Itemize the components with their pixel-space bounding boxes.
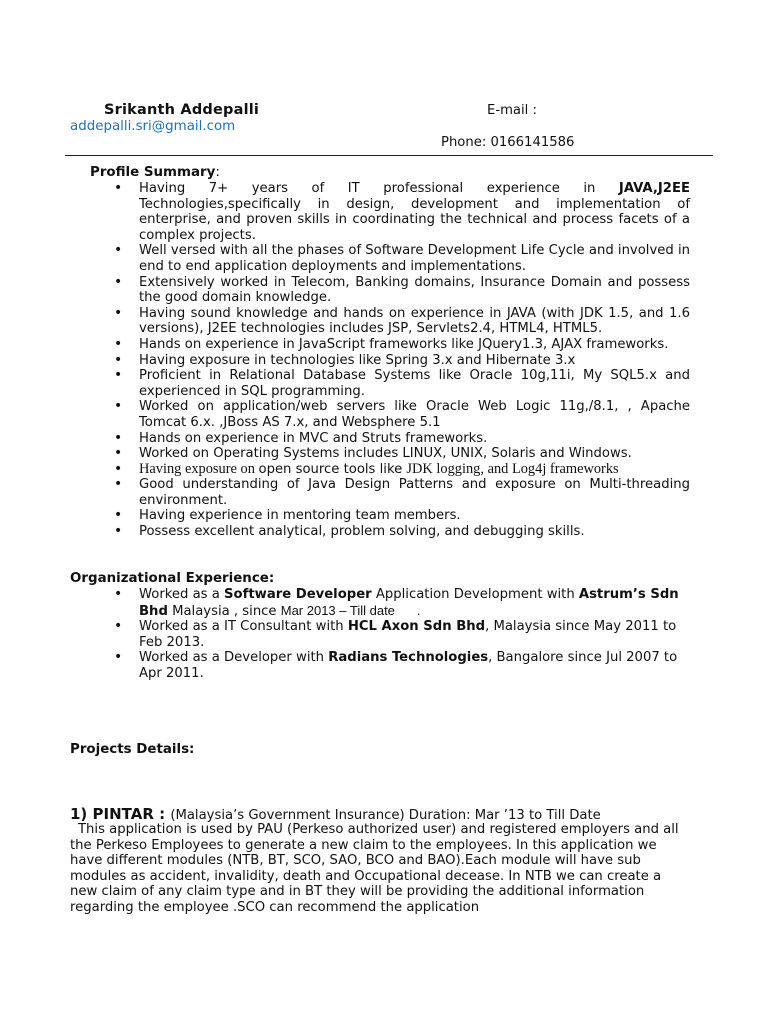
- organizational-experience-title: Organizational Experience:: [70, 571, 275, 586]
- project-name: 1) PINTAR :: [70, 805, 171, 823]
- project-heading: [70, 805, 680, 823]
- bullet-icon: •: [114, 618, 123, 635]
- organizational-experience-list: [114, 586, 699, 682]
- phone-label: Phone:: [441, 135, 491, 150]
- bullet-icon: •: [114, 398, 123, 415]
- bullet-icon: •: [114, 367, 123, 384]
- bullet-icon: •: [114, 507, 123, 524]
- bullet-icon: •: [114, 273, 123, 290]
- bullet-icon: •: [114, 351, 123, 368]
- bullet-icon: •: [114, 523, 123, 540]
- list-item: • Worked as a Developer with Radians Technologies, Bangalore since Jul 2007 to Apr 2011.: [114, 649, 678, 681]
- profile-summary-list: [114, 180, 690, 540]
- phone-number: 0166141586: [490, 135, 575, 150]
- email-link[interactable]: addepalli.sri@gmail.com: [70, 119, 236, 134]
- project-description: This application is used by PAU (Perkeso authorized user) and registered employers and all the Perkeso Employees to generate a new claim to the employees. In this application we have different modules (NTB, BT, SCO, SAO, BCO and BAO).Each module will have sub modules as accident, invalidity, death and Occupational decease. In NTB we can create a new claim of any claim type and in BT they will be providing the additional information regarding the employee .SCO can recommend the application: [70, 822, 679, 915]
- list-item: • Extensively worked in Telecom, Banking domains, Insurance Domain and possess the good domain knowledge.: [114, 273, 690, 306]
- candidate-name: Srikanth Addepalli: [104, 102, 260, 118]
- bullet-icon: •: [114, 586, 123, 602]
- list-item: • Having sound knowledge and hands on experience in JAVA (with JDK 1.5, and 1.6 versions), J2EE technologies includes JSP, Servlets2.4, HTML4, HTML5.: [114, 304, 690, 337]
- bullet-icon: •: [114, 460, 123, 477]
- project-meta: (Malaysia’s Government Insurance) Duration: Mar ’13 to Till Date: [170, 808, 601, 823]
- email-label: E-mail :: [487, 103, 537, 118]
- list-item: • Worked on application/web servers like Oracle Web Logic 11g,/8.1, , Apache Tomcat 6.x. ,JBoss AS 7.x, and Websphere 5.1: [114, 398, 690, 430]
- profile-summary-title: Profile Summary:: [90, 165, 220, 180]
- list-item: • Having experience in mentoring team members.: [114, 507, 461, 524]
- list-item: • Worked as a Software Developer Application Development with Astrum’s Sdn Bhd Malaysia , since Mar 2013 – Till date .: [114, 586, 679, 619]
- list-item: • Well versed with all the phases of Software Development Life Cycle and involved in end to end application deployments and implementations.: [114, 242, 690, 274]
- bullet-icon: •: [114, 445, 123, 462]
- projects-details-title: Projects Details:: [70, 742, 195, 757]
- header-divider: [65, 155, 713, 156]
- list-item: • Hands on experience in JavaScript frameworks like JQuery1.3, AJAX frameworks.: [114, 335, 669, 352]
- bullet-icon: •: [114, 476, 123, 493]
- bullet-icon: •: [114, 335, 123, 352]
- list-item: • Having exposure on open source tools like JDK logging, and Log4j frameworks: [114, 460, 619, 477]
- list-item: • Proficient in Relational Database Systems like Oracle 10g,11i, My SQL5.x and experienced in SQL programming.: [114, 367, 690, 399]
- list-item: • Possess excellent analytical, problem solving, and debugging skills.: [114, 523, 585, 540]
- bullet-icon: •: [114, 304, 123, 321]
- phone-line: [441, 135, 574, 150]
- list-item: • Having 7+ years of IT professional experience in JAVA,J2EE Technologies,specifically in design, development and implementation of enterprise, and proven skills in coordinating the technical and process facets of a complex projects.: [114, 180, 690, 243]
- bullet-icon: •: [114, 649, 123, 666]
- list-item: • Hands on experience in MVC and Struts frameworks.: [114, 429, 488, 446]
- bullet-icon: •: [114, 242, 123, 259]
- bullet-icon: •: [114, 429, 123, 446]
- bullet-icon: •: [114, 180, 123, 196]
- list-item: • Having exposure in technologies like Spring 3.x and Hibernate 3.x: [114, 351, 576, 368]
- list-item: • Worked on Operating Systems includes LINUX, UNIX, Solaris and Windows.: [114, 445, 632, 462]
- list-item: • Good understanding of Java Design Patterns and exposure on Multi-threading environment.: [114, 476, 690, 508]
- list-item: • Worked as a IT Consultant with HCL Axon Sdn Bhd, Malaysia since May 2011 to Feb 2013.: [114, 618, 677, 650]
